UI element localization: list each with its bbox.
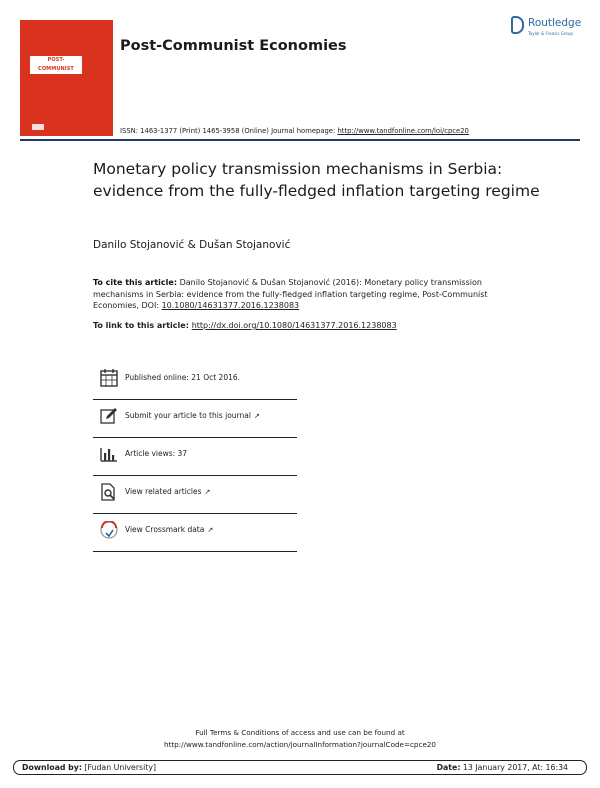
terms-line: Full Terms & Conditions of access and use can be found at: [195, 728, 405, 737]
calendar-icon: [100, 369, 118, 387]
terms-url[interactable]: http://www.tandfonline.com/action/journalInformation?journalCode=cpce20: [163, 739, 437, 749]
related-articles-link[interactable]: View related articles ↗: [125, 487, 211, 496]
cover-publisher-logo: [32, 124, 44, 130]
info-item-published: [93, 362, 297, 400]
issn-line: [120, 127, 469, 135]
external-link-icon: ↗: [253, 412, 260, 420]
issn-text: ISSN: 1463-1377 (Print) 1465-3958 (Online) Journal homepage:: [120, 127, 338, 135]
cover-title: POST-COMMUNIST ECONOMIES: [30, 56, 82, 74]
link-label: To link to this article:: [93, 321, 192, 330]
article-authors: Danilo Stojanović & Dušan Stojanović: [93, 239, 291, 251]
journal-homepage-link[interactable]: http://www.tandfonline.com/loi/cpce20: [337, 127, 469, 135]
article-url-link[interactable]: http://dx.doi.org/10.1080/14631377.2016.1238083: [191, 321, 397, 330]
download-date: Date: 13 January 2017, At: 16:34: [436, 763, 568, 772]
publisher-subtitle: Taylor & Francis Group: [528, 31, 573, 36]
doi-link[interactable]: 10.1080/14631377.2016.1238083: [161, 301, 300, 311]
article-title: Monetary policy transmission mechanisms in Serbia: evidence from the fully-fledged inflation targeting regime: [93, 160, 540, 200]
edit-icon: [100, 407, 118, 425]
routledge-icon: [511, 16, 524, 34]
crossmark-icon: [100, 521, 118, 539]
citation-block: [93, 277, 513, 312]
info-item-views: [93, 438, 297, 476]
info-item-related[interactable]: [93, 476, 297, 514]
info-item-crossmark[interactable]: [93, 514, 297, 552]
external-link-icon: ↗: [204, 488, 211, 496]
terms-note: [0, 727, 600, 750]
external-link-icon: ↗: [207, 526, 214, 534]
related-articles-icon: [100, 483, 118, 501]
info-item-submit[interactable]: [93, 400, 297, 438]
article-link-line: [93, 321, 397, 330]
journal-title[interactable]: Post-Communist Economies: [120, 38, 347, 54]
journal-cover: [20, 20, 113, 136]
download-info-bar: [13, 760, 587, 775]
citation-text: Danilo Stojanović & Dušan Stojanović (2016): Monetary policy transmission mechanisms in Serbia: evidence from the fully-fledged inflation targeting regime, Post-Communist Economies, DOI:: [93, 278, 488, 311]
publisher-logo[interactable]: [511, 16, 591, 42]
crossmark-link[interactable]: View Crossmark data ↗: [125, 525, 214, 534]
publisher-name: Routledge: [528, 17, 582, 29]
submit-article-link[interactable]: Submit your article to this journal ↗: [125, 411, 260, 420]
downloaded-by: Download by: [Fudan University]: [22, 763, 156, 772]
published-date: Published online: 21 Oct 2016.: [125, 373, 241, 382]
header-divider: [20, 139, 580, 141]
bar-chart-icon: [100, 445, 118, 463]
citation-label: To cite this article:: [93, 278, 178, 287]
article-info-list: [93, 362, 297, 552]
article-views: Article views: 37: [125, 449, 188, 458]
